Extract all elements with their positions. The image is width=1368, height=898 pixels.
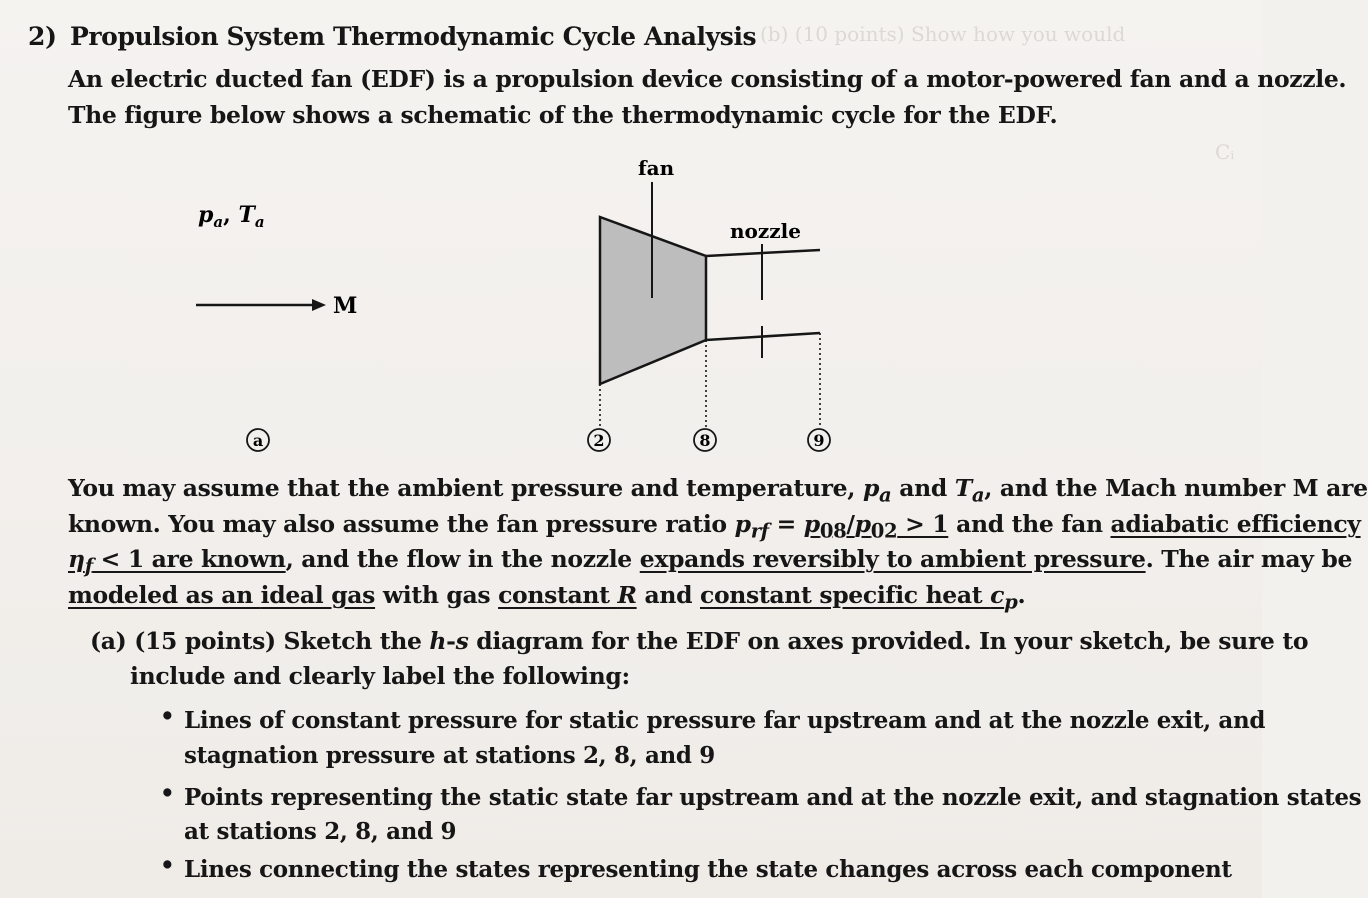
math-sub: a	[971, 483, 985, 507]
body-text: > 1	[897, 510, 949, 538]
math-sub: 02	[870, 519, 898, 543]
bullet-1-line-1: Lines of constant pressure for static pressure far upstream and at the nozzle exit, and	[184, 707, 1266, 734]
question-number: 2)	[28, 22, 57, 51]
body-text-underlined: adiabatic efficiency	[1110, 510, 1361, 538]
part-a-line-1	[90, 624, 1308, 659]
math-sub: p	[1004, 590, 1018, 614]
ambient-label: $p_a$, $T_a$	[198, 202, 265, 231]
body-text-underlined: constant specific heat	[699, 581, 991, 609]
body-text: . The air may be	[1145, 545, 1353, 573]
body-text: , and the Mach number M are	[984, 474, 1368, 502]
mach-label: M	[333, 293, 358, 319]
body-text: and the fan	[948, 510, 1111, 538]
flow-arrow-head	[312, 299, 326, 311]
nozzle-label: nozzle	[730, 219, 801, 243]
intro-line-2: The figure below shows a schematic of the thermodynamic cycle for the EDF.	[68, 101, 1058, 129]
bullet-3-line-1: Lines connecting the states representing the state changes across each component	[184, 856, 1232, 883]
bullet-2-glyph: •	[160, 780, 175, 807]
math-p: p	[862, 474, 880, 502]
math-sub: a	[879, 483, 892, 507]
station-8-label: 8	[699, 431, 711, 450]
bleed-through-text-2: Cᵢ	[1215, 140, 1235, 164]
body-text: known. You may also assume the fan pressure ratio	[68, 510, 735, 538]
body-text: /	[846, 510, 855, 538]
math-p: p	[734, 510, 751, 538]
part-a-text: (a) (15 points) Sketch the	[90, 627, 430, 655]
edf-schematic	[0, 0, 1262, 470]
body-text-underlined: modeled as an	[68, 581, 261, 609]
math-s: s	[455, 627, 469, 655]
math-c: c	[990, 581, 1005, 609]
question-title: Propulsion System Thermodynamic Cycle Analysis	[70, 22, 757, 51]
math-h: h	[429, 627, 447, 655]
math-sub: f	[84, 554, 93, 578]
bullet-2-line-2: at stations 2, 8, and 9	[184, 818, 457, 845]
bullet-2-line-1: Points representing the static state far upstream and at the nozzle exit, and stagnation states	[184, 784, 1362, 811]
math-p: p	[803, 510, 820, 538]
math-eta: η	[68, 545, 85, 573]
body-text: =	[768, 510, 804, 538]
part-a-line-2: include and clearly label the following:	[130, 662, 630, 690]
body-text: and	[636, 581, 700, 609]
bullet-1-line-2: stagnation pressure at stations 2, 8, and 9	[184, 742, 715, 769]
station-9-label: 9	[813, 431, 825, 450]
body-line-4	[68, 578, 1025, 620]
math-T: T	[954, 474, 972, 502]
body-text: and	[891, 474, 955, 502]
body-text: .	[1017, 581, 1026, 609]
math-sub: 08	[819, 519, 847, 543]
bleed-through-text: (b) (10 points) Show how you would	[760, 22, 1126, 46]
station-2-label: 2	[593, 431, 605, 450]
body-text-underlined: constant	[498, 581, 618, 609]
math-sub: rf	[750, 519, 769, 543]
body-text-underlined: ideal gas	[260, 581, 376, 609]
body-text: You may assume that the ambient pressure and temperature,	[68, 474, 863, 502]
bullet-1-glyph: •	[160, 703, 175, 730]
fan-label: fan	[638, 156, 675, 180]
body-text-underlined: expands reversibly to ambient pressure	[639, 545, 1146, 573]
body-text: < 1 are known	[92, 545, 286, 573]
body-text: , and the flow in the nozzle	[285, 545, 640, 573]
intro-line-1: An electric ducted fan (EDF) is a propulsion device consisting of a motor-powered fan and a nozzle.	[68, 65, 1347, 93]
math-R: R	[617, 581, 637, 609]
part-a-text: diagram for the EDF on axes provided. In your sketch, be sure to	[468, 627, 1309, 655]
math-p: p	[854, 510, 871, 538]
station-a-label: a	[252, 431, 264, 450]
body-text: with gas	[375, 581, 499, 609]
part-a-text: -	[446, 627, 456, 655]
bullet-3-glyph: •	[160, 852, 175, 879]
